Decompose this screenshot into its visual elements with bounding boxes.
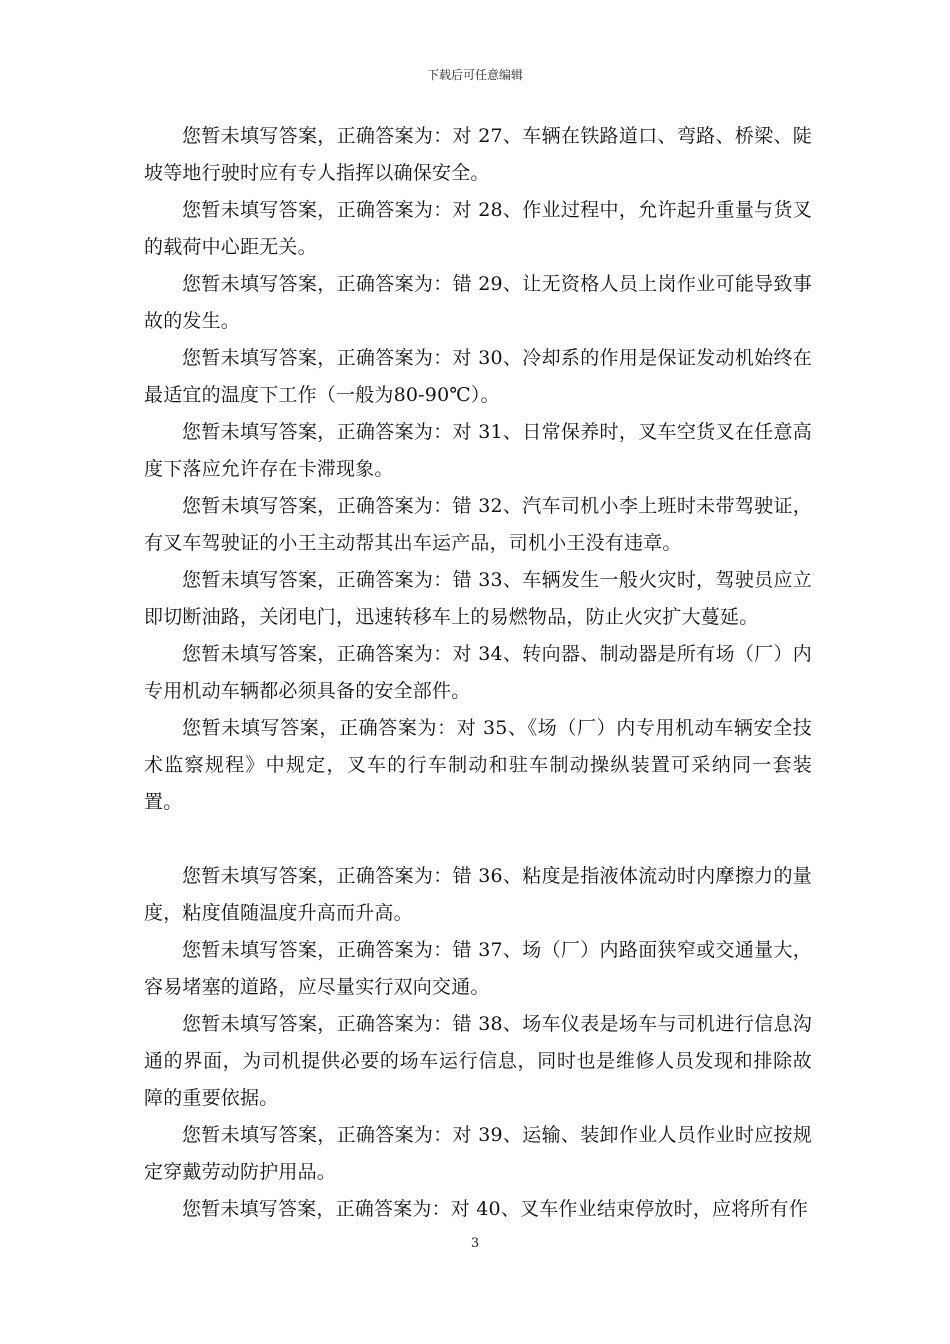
question-paragraph-37: 您暂未填写答案，正确答案为：错 37、场（厂）内路面狭窄或交通量大，容易堵塞的道路，应尽量实行双向交通。 bbox=[144, 939, 812, 998]
question-paragraph-30: 您暂未填写答案，正确答案为：对 30、冷却系的作用是保证发动机始终在最适宜的温度下工作（一般为80-90℃）。 bbox=[144, 347, 812, 406]
question-paragraph-36: 您暂未填写答案，正确答案为：错 36、粘度是指液体流动时内摩擦力的量度，粘度值随温度升高而升高。 bbox=[144, 865, 812, 924]
question-paragraph-29: 您暂未填写答案，正确答案为：错 29、让无资格人员上岗作业可能导致事故的发生。 bbox=[144, 273, 812, 332]
page-number: 3 bbox=[470, 1236, 480, 1251]
question-paragraph-35: 您暂未填写答案，正确答案为：对 35、《场（厂）内专用机动车辆安全技术监察规程》中规定，叉车的行车制动和驻车制动操纵装置可采纳同一套装置。 bbox=[144, 717, 812, 813]
page-header: 下载后可任意编辑 bbox=[426, 68, 523, 82]
question-paragraph-40: 您暂未填写答案，正确答案为：对 40、叉车作业结束停放时，应将所有作 bbox=[182, 1198, 809, 1220]
question-paragraph-33: 您暂未填写答案，正确答案为：错 33、车辆发生一般火灾时，驾驶员应立即切断油路，关闭电门，迅速转移车上的易燃物品，防止火灾扩大蔓延。 bbox=[144, 569, 812, 628]
question-paragraph-38: 您暂未填写答案，正确答案为：错 38、场车仪表是场车与司机进行信息沟通的界面，为司机提供必要的场车运行信息，同时也是维修人员发现和排除故障的重要依据。 bbox=[144, 1013, 812, 1109]
question-paragraph-39: 您暂未填写答案，正确答案为：对 39、运输、装卸作业人员作业时应按规定穿戴劳动防护用品。 bbox=[144, 1124, 812, 1183]
question-paragraph-32: 您暂未填写答案，正确答案为：错 32、汽车司机小李上班时未带驾驶证，有叉车驾驶证的小王主动帮其出车运产品，司机小王没有违章。 bbox=[144, 495, 812, 554]
question-paragraph-27: 您暂未填写答案，正确答案为：对 27、车辆在铁路道口、弯路、桥梁、陡坡等地行驶时应有专人指挥以确保安全。 bbox=[144, 125, 812, 184]
question-paragraph-31: 您暂未填写答案，正确答案为：对 31、日常保养时，叉车空货叉在任意高度下落应允许存在卡滞现象。 bbox=[144, 421, 812, 480]
document-body bbox=[144, 118, 812, 1228]
question-paragraph-34: 您暂未填写答案，正确答案为：对 34、转向器、制动器是所有场（厂）内专用机动车辆都必须具备的安全部件。 bbox=[144, 643, 812, 702]
question-paragraph-28: 您暂未填写答案，正确答案为：对 28、作业过程中，允许起升重量与货叉的载荷中心距无关。 bbox=[144, 199, 812, 258]
